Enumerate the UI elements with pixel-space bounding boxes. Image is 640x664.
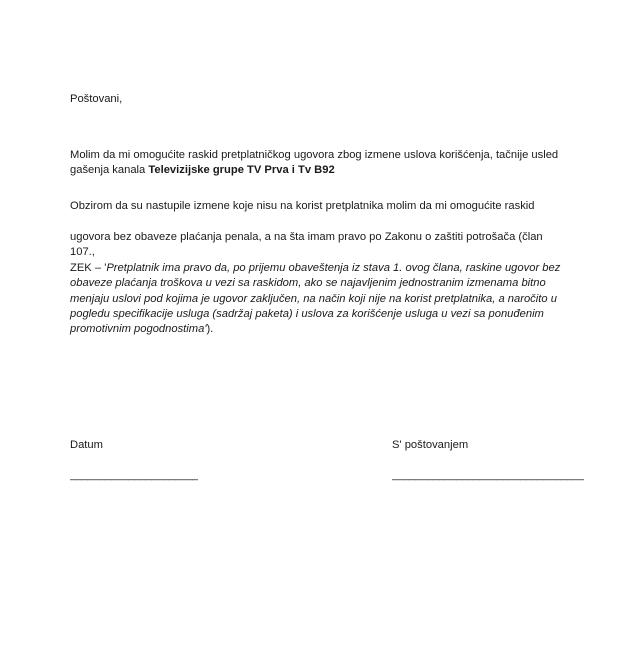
paragraph-changes-notice: Obzirom da su nastupile izmene koje nisu na korist pretplatnika molim da mi omogućite raskid	[70, 200, 535, 212]
closing-signature-line: _________________________________	[392, 469, 585, 481]
paragraph-legal-basis	[70, 230, 570, 338]
law-quote: Pretplatnik ima pravo da, po prijemu obaveštenja iz stava 1. ovog člana, raskine ugovor bez obaveze plaćanja troškova u vezi sa raskidom, ako se najavljenim jednostranim izmenama bitno menjaju uslovi pod kojima je ugovor zaključen, na način koji nije na korist pretplatnika, a naročito u pogledu specifikacije usluga (sadržaj paketa) i uslova za korišćenje usluga u vezi sa ponuđenim promotivnim pogodnostima'	[70, 261, 561, 336]
paragraph-line: ugovora bez obaveze plaćanja penala, a na šta imam pravo po Zakonu o zaštiti potrošača (član 107.,	[70, 231, 543, 259]
date-signature-line: ______________________	[70, 469, 199, 481]
channel-group-name: Televizijske grupe TV Prva i Tv B92	[148, 164, 335, 177]
law-reference-suffix: ).	[206, 323, 214, 336]
paragraph-line: Molim da mi omogućite raskid pretplatničkog ugovora zbog izmene uslova korišćenja, tačnije usled	[70, 149, 559, 161]
date-label: Datum	[70, 439, 103, 451]
law-reference-prefix: ZEK – '	[70, 261, 107, 274]
paragraph-line-prefix: gašenja kanala	[70, 164, 149, 177]
letter-greeting: Poštovani,	[70, 93, 123, 105]
closing-label: S' poštovanjem	[392, 439, 469, 451]
paragraph-termination-request	[70, 148, 570, 179]
